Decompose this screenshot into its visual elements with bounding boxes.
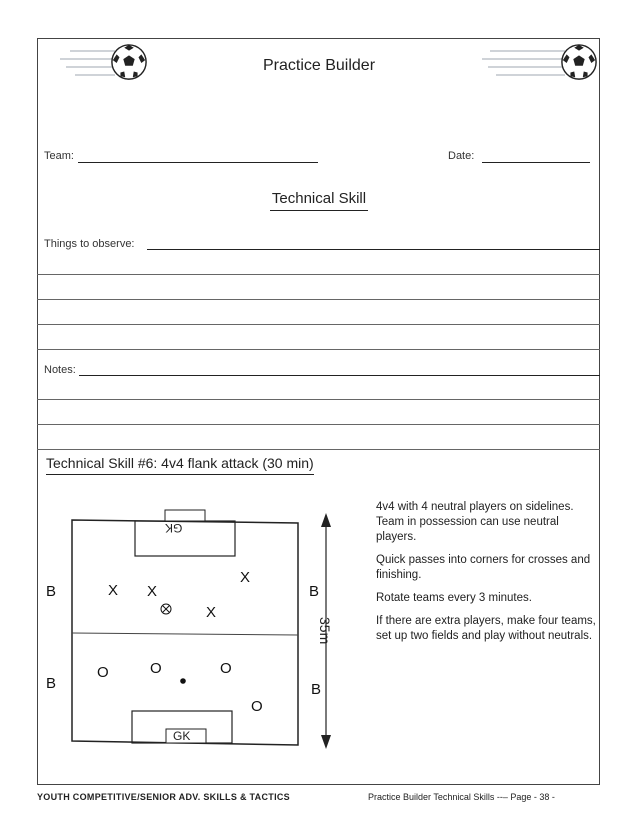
observe-label: Things to observe:	[44, 238, 135, 250]
date-label: Date:	[448, 150, 475, 162]
team-o-player: O	[150, 660, 162, 677]
team-x-player: X	[108, 582, 119, 599]
neutral-player-marker: B	[46, 675, 57, 692]
notes-line[interactable]	[37, 449, 600, 450]
arrow-down-head	[321, 735, 331, 749]
neutral-player-marker: B	[46, 583, 57, 600]
observe-line[interactable]	[37, 274, 600, 275]
team-x-player: X	[206, 604, 217, 621]
top-goalkeeper-label: GK	[165, 521, 183, 535]
description-paragraph: If there are extra players, make four teams, set up two fields and play without neutrals.	[376, 615, 596, 642]
description-paragraph: Quick passes into corners for crosses and finishing.	[376, 554, 591, 581]
footer-right-text: Practice Builder Technical Skills --– Page - 38 -	[368, 792, 555, 802]
team-o-player: O	[251, 698, 263, 715]
notes-label: Notes:	[44, 364, 76, 376]
bottom-goalkeeper-label: GK	[173, 729, 191, 743]
field-diagram	[40, 505, 360, 765]
field-length-label: 35m	[317, 617, 333, 645]
team-x-player: X	[240, 569, 251, 586]
team-o-player: O	[220, 660, 232, 677]
notes-line[interactable]	[37, 399, 600, 400]
date-field[interactable]	[482, 162, 590, 163]
exercise-description	[376, 500, 596, 652]
description-paragraph: Rotate teams every 3 minutes.	[376, 592, 532, 604]
team-field[interactable]	[78, 162, 318, 163]
team-o-player: O	[97, 664, 109, 681]
top-penalty-box	[135, 521, 235, 556]
observe-line[interactable]	[37, 324, 600, 325]
footer-left-text: YOUTH COMPETITIVE/SENIOR ADV. SKILLS & TACTICS	[37, 792, 290, 802]
team-label: Team:	[44, 150, 74, 162]
team-x-player: X	[147, 583, 158, 600]
arrow-up-head	[321, 513, 331, 527]
observe-line[interactable]	[37, 349, 600, 350]
ball-dot	[180, 678, 186, 684]
observe-field[interactable]	[147, 249, 600, 250]
page-title: Practice Builder	[262, 57, 376, 74]
halfway-line	[72, 633, 298, 635]
top-goal	[165, 510, 205, 521]
technical-skill-heading: Technical Skill	[0, 190, 638, 207]
exercise-title: Technical Skill #6: 4v4 flank attack (30 min)	[46, 455, 314, 471]
neutral-player-marker: B	[311, 681, 322, 698]
neutral-player-marker: B	[309, 583, 320, 600]
notes-field[interactable]	[79, 375, 600, 376]
observe-line[interactable]	[37, 299, 600, 300]
description-paragraph: 4v4 with 4 neutral players on sidelines. Team in possession can use neutral players.	[376, 501, 574, 543]
notes-line[interactable]	[37, 424, 600, 425]
